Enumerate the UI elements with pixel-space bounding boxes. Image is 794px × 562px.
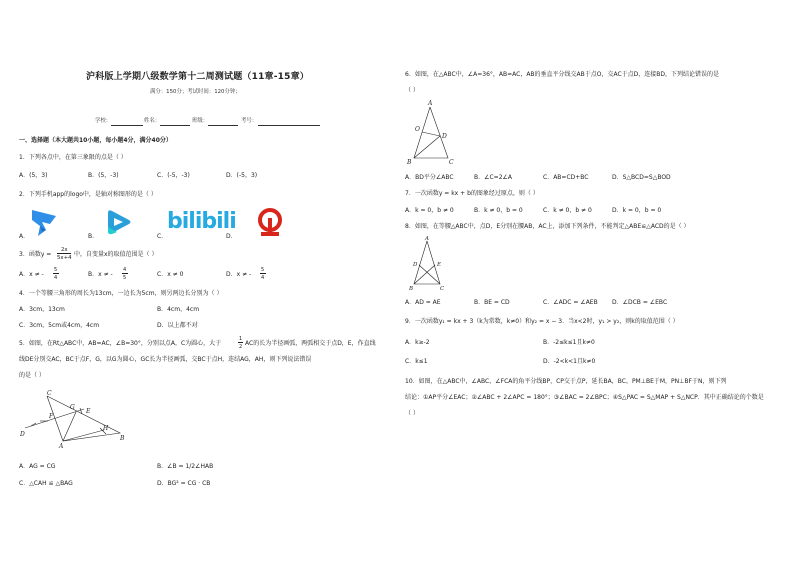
option-a[interactable]: A．k≥-2: [405, 339, 430, 346]
question-stem-line2: 结论：①AP平分∠EAC；②∠ABC + 2∠APC = 180°；③∠BAC = 2∠BPC；④S△PAC = S△MAP + S△NCP．其中正确结论的个数是: [405, 394, 764, 401]
frac-num: 2x: [61, 247, 68, 253]
option-b[interactable]: B．-2≤k≤1且k≠0: [543, 339, 595, 346]
option-c[interactable]: C．△CAH ≌ △BAG: [19, 480, 73, 487]
label-d: D: [413, 262, 418, 268]
label-a: A: [428, 100, 433, 107]
label-f: F: [49, 413, 54, 420]
label-b: B: [407, 159, 412, 166]
question-stem-line1-post: AC的长为半径画弧，两弧相交于点D，E，作直线: [245, 340, 376, 347]
name-field[interactable]: [160, 119, 190, 126]
class-field[interactable]: [208, 119, 238, 126]
option-b-num: 4: [123, 267, 127, 273]
question-stem: 4．一个等腰三角形的周长为13cm，一边长为5cm，则另两边长分别为（ ）: [19, 290, 223, 297]
half-num: 1: [239, 336, 243, 342]
frac-den: 5x+4: [57, 255, 72, 261]
option-d[interactable]: D．以上都不对: [157, 322, 198, 329]
label-a: A: [59, 443, 64, 450]
question-stem: 8．如图，在等腰△ABC中，点D，E分别在腰AB，AC上，添加下列条件，不能判定△ABE≌△ACD的是（ ）: [405, 223, 690, 230]
option-d[interactable]: D．S△BCD=S△BOD: [612, 174, 671, 181]
label-h: H: [103, 425, 109, 432]
label-c: C: [47, 390, 52, 397]
option-d[interactable]: D．∠DCB = ∠EBC: [612, 299, 668, 306]
school-field[interactable]: [111, 119, 143, 126]
option-a-num: 5: [54, 267, 58, 273]
info-id-label: 考号：: [241, 118, 258, 124]
option-a[interactable]: A．AG = CG: [19, 463, 56, 470]
option-a[interactable]: A．k = 0，b ≠ 0: [405, 207, 454, 214]
info-name-label: 姓名：: [144, 118, 161, 124]
option-d[interactable]: D．(-5，3): [226, 172, 258, 179]
question-stem-post: 中，自变量x的取值范围是（ ）: [74, 251, 158, 258]
option-a-text: A．x ≠ -: [19, 271, 44, 278]
label-d: D: [442, 133, 447, 140]
section-heading: 一、选择题（本大题共10小题，每小题4分，满分40分）: [19, 137, 172, 144]
option-b-text: B．x ≠ -: [88, 271, 113, 278]
question-stem: 9．一次函数y₁ = kx + 3（k为常数，k≠0）和y₂ = x − 3．当x<2时，y₁ > y₂，则k的取值范围（ ）: [405, 318, 679, 325]
info-class-label: 班级：: [192, 118, 209, 124]
option-a[interactable]: A．3cm，13cm: [19, 306, 65, 313]
q8-figure: [404, 236, 454, 292]
label-c: C: [449, 159, 454, 166]
question-stem-line3: （ ）: [405, 410, 419, 417]
option-b[interactable]: B．: [88, 233, 99, 240]
option-d-text: D．x ≠ -: [226, 271, 252, 278]
option-a-den: 4: [54, 275, 58, 281]
label-e: E: [437, 262, 442, 268]
option-d[interactable]: D．: [226, 233, 237, 240]
option-c[interactable]: C．: [157, 233, 168, 240]
question-stem-pre: 3．函数y =: [19, 251, 52, 258]
question-stem: 7．一次函数y = kx + b的图象经过原点，则（ ）: [405, 190, 539, 197]
dingtalk-logo-icon: [30, 208, 58, 238]
q5-figure: [18, 388, 128, 448]
option-a[interactable]: A．(5，3): [19, 172, 48, 179]
option-b-den: 5: [123, 275, 127, 281]
exam-subtitle: 满分：150分；考试时间：120分钟；: [150, 89, 241, 95]
half-den: 2: [239, 344, 243, 350]
option-c[interactable]: C．AB=CD+BC: [543, 174, 589, 181]
option-b[interactable]: B．4cm，4cm: [157, 306, 200, 313]
id-field[interactable]: [258, 119, 320, 126]
option-a[interactable]: A．AD = AE: [405, 299, 441, 306]
question-stem-line3: 的是（ ）: [19, 372, 45, 379]
page-title: 沪科版上学期八级数学第十二周测试题（11章-15章）: [86, 72, 309, 82]
label-g: G: [70, 404, 75, 411]
label-a: A: [425, 236, 429, 242]
option-c[interactable]: C．k≤1: [405, 358, 428, 365]
option-d[interactable]: D．BG² = CG · CB: [157, 480, 211, 487]
label-e: E: [86, 408, 91, 415]
q6-figure: [404, 100, 464, 166]
option-c[interactable]: C．∠ADC = ∠AEB: [543, 299, 598, 306]
option-d-num: 5: [261, 267, 265, 273]
question-stem: 1．下列各点中，在第三象限的点是（ ）: [19, 154, 127, 161]
label-b: B: [120, 435, 125, 442]
option-b[interactable]: B．k ≠ 0，b = 0: [474, 207, 523, 214]
option-b[interactable]: B．∠C=2∠A: [474, 174, 513, 181]
question-stem-line1: 6．如图，在△ABC中，∠A=36°，AB=AC，AB的垂直平分线交AB于点O，交AC于点D，连接BD，下列结论错误的是: [405, 71, 720, 78]
question-stem: 2．下列手机app的logo中，是轴对称图形的是（ ）: [19, 191, 157, 198]
option-a[interactable]: A．BD平分∠ABC: [405, 174, 454, 181]
option-b[interactable]: B．(5，-3): [88, 172, 119, 179]
label-c: C: [440, 286, 445, 292]
label-o: O: [415, 126, 420, 133]
option-c[interactable]: C．x ≠ 0: [157, 271, 184, 278]
play-logo-icon: [103, 207, 133, 237]
question-stem-line1: 10．如图，在△ABC中，∠ABC，∠FCA的角平分线BP，CP交于点P，延长BA，BC，PM⊥BE于M，PN⊥BF于N，则下列: [405, 378, 727, 385]
option-d[interactable]: D．k = 0，b = 0: [612, 207, 662, 214]
bilibili-logo: bilibili: [167, 209, 236, 234]
question-stem-line2: （ ）: [405, 87, 419, 94]
option-d[interactable]: D．-2<k<1且k≠0: [543, 358, 596, 365]
question-stem-line2: 线DE分别交AC，BC于点F，G，以G为圆心，GC长为半径画弧，交BC于点H，连结AG，AH，则下列说法错误: [19, 356, 312, 363]
label-b: B: [409, 286, 414, 292]
railway-logo-icon: [256, 208, 284, 238]
option-b[interactable]: B．∠B = 1/2∠HAB: [157, 463, 214, 470]
option-a[interactable]: A．: [19, 233, 30, 240]
label-d: D: [20, 431, 25, 438]
option-b[interactable]: B．BE = CD: [474, 299, 510, 306]
info-school-label: 学校：: [95, 118, 112, 124]
question-stem-line1: 5．如图，在Rt△ABC中，AB=AC，∠B=30°，分别以点A，C为圆心，大于: [19, 340, 222, 347]
option-c[interactable]: C．(-5，-3): [157, 172, 190, 179]
option-d-den: 4: [261, 275, 265, 281]
option-c[interactable]: C．3cm，5cm或4cm，4cm: [19, 322, 100, 329]
option-c[interactable]: C．k ≠ 0，b ≠ 0: [543, 207, 592, 214]
